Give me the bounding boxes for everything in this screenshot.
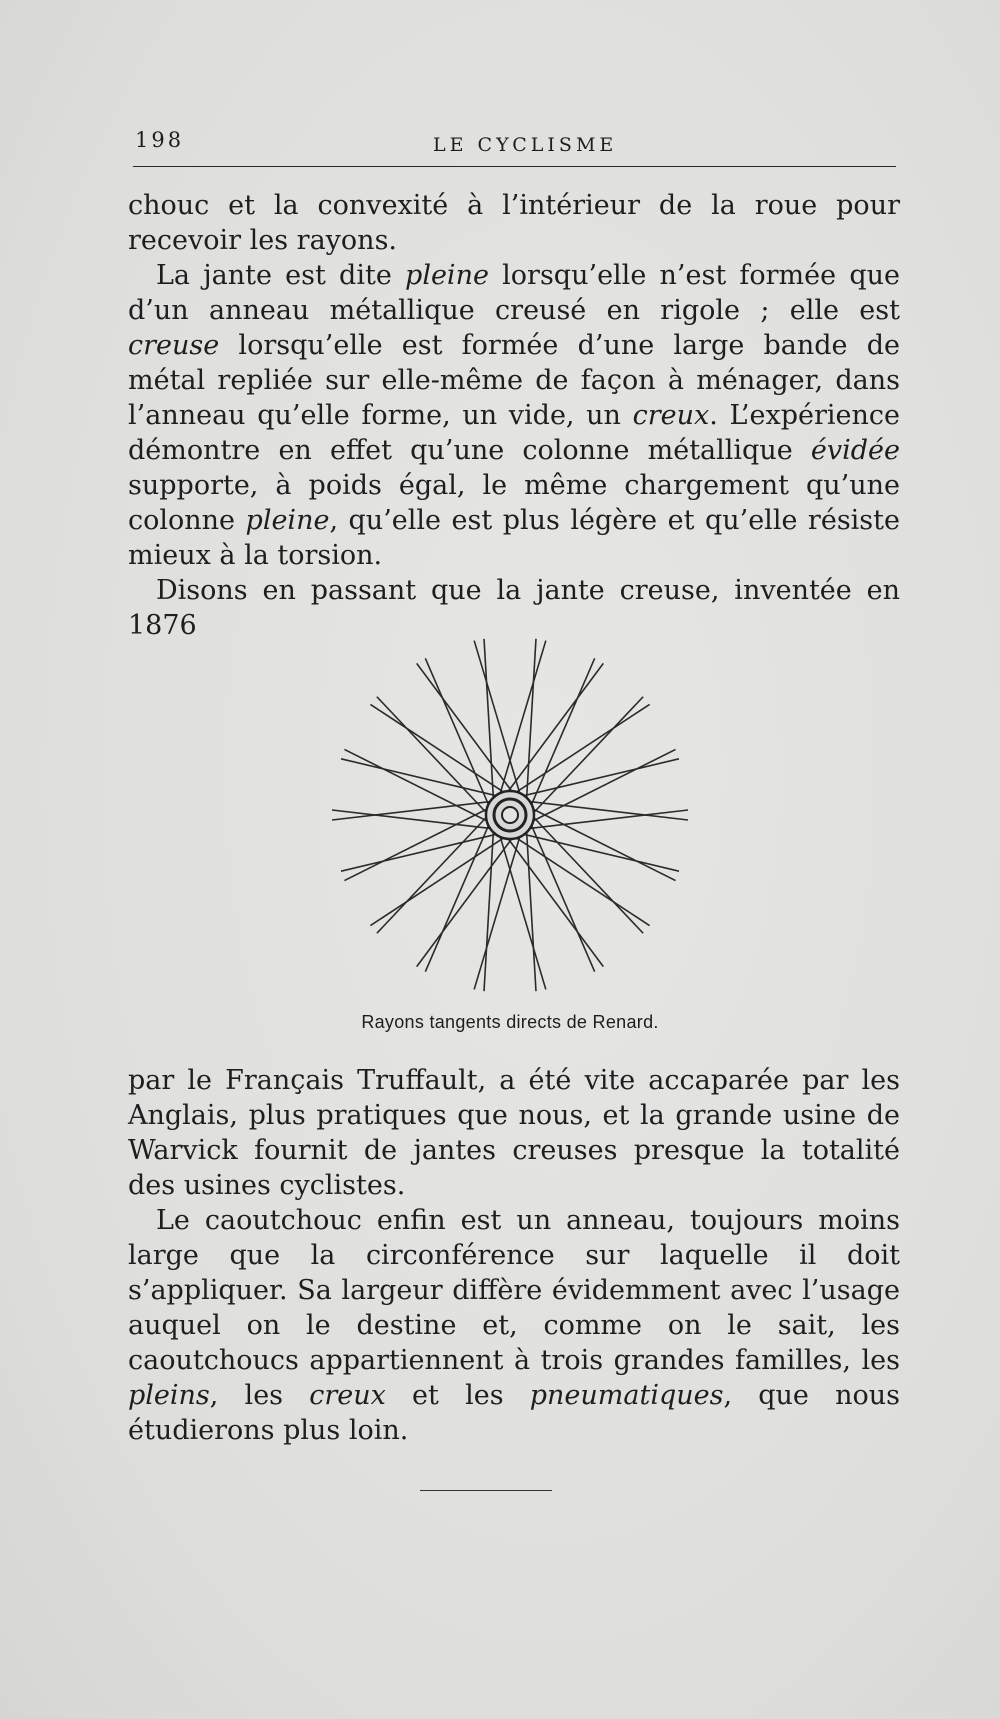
body-text-top bbox=[128, 188, 900, 643]
italic-term: pleine bbox=[405, 260, 489, 291]
figure-caption: Rayons tangents directs de Renard. bbox=[361, 1012, 659, 1032]
paragraph bbox=[128, 258, 900, 573]
spoke-line bbox=[530, 813, 643, 933]
end-rule bbox=[420, 1490, 552, 1491]
italic-term: pneumatiques bbox=[529, 1380, 724, 1411]
text-run: par le Français Truffault, a été vite accaparée par les Anglais, plus pratiques que nous, et la grande usine de Warvick fournit de jantes creuses presque la totalité des usines cyclistes. bbox=[128, 1065, 900, 1201]
spoke-line bbox=[377, 813, 490, 933]
text-run: supporte, à poids égal, le même chargement qu’une colonne bbox=[128, 470, 900, 536]
italic-term: creuse bbox=[128, 330, 220, 361]
text-run: . L’expérience démontre en effet qu’une colonne métallique bbox=[128, 400, 900, 466]
spoke-line bbox=[530, 697, 643, 817]
hub-ring bbox=[502, 807, 518, 823]
paragraph bbox=[128, 188, 900, 258]
spoke-wheel-illustration bbox=[325, 630, 695, 1000]
text-run: et les bbox=[385, 1380, 530, 1411]
italic-term: évidée bbox=[810, 435, 900, 466]
running-title: LE CYCLISME bbox=[433, 134, 618, 156]
spoke-line bbox=[526, 827, 536, 992]
spoke-line bbox=[474, 831, 521, 989]
text-run: , que nous étudierons plus loin. bbox=[128, 1380, 901, 1446]
header-rule bbox=[133, 166, 896, 167]
spoke-line bbox=[499, 831, 546, 989]
paragraph bbox=[128, 1203, 900, 1448]
text-run: chouc et la convexité à l’intérieur de la roue pour recevoir les rayons. bbox=[128, 190, 900, 256]
spoke-line bbox=[484, 639, 494, 804]
paragraph bbox=[128, 1063, 900, 1203]
italic-term: pleins bbox=[128, 1380, 210, 1411]
text-run: La jante est dite bbox=[156, 260, 406, 291]
body-text-bottom bbox=[128, 1063, 900, 1448]
spoke-line bbox=[526, 639, 536, 804]
text-run: Disons en passant que la jante creuse, inventée en 1876 bbox=[128, 575, 900, 641]
italic-term: creux bbox=[632, 400, 710, 431]
page-header bbox=[133, 124, 898, 164]
spoke-line bbox=[484, 827, 494, 992]
text-run: , qu’elle est plus légère et qu’elle résiste mieux à la torsion. bbox=[128, 505, 900, 571]
text-run: lorsqu’elle n’est formée que d’un anneau métallique creusé en rigole ; elle est bbox=[128, 260, 900, 326]
spoke-line bbox=[499, 641, 546, 799]
italic-term: creux bbox=[309, 1380, 386, 1411]
spoke-line bbox=[474, 641, 521, 799]
page-number: 198 bbox=[135, 128, 185, 152]
text-run: , les bbox=[209, 1380, 310, 1411]
text-run: lorsqu’elle est formée d’une large bande de métal repliée sur elle-même de façon à ménager, dans l’anneau qu’elle forme, un vide, un bbox=[128, 330, 900, 431]
spoke-line bbox=[377, 697, 490, 817]
italic-term: pleine bbox=[245, 505, 330, 536]
text-run: Le caoutchouc enfin est un anneau, toujours moins large que la circonférence sur laquelle il doit s’appliquer. Sa largeur diffère évidemment avec l’usage auquel on le destine et, comme on le sait, les caoutchoucs appartiennent à trois grandes familles, les bbox=[128, 1205, 900, 1376]
